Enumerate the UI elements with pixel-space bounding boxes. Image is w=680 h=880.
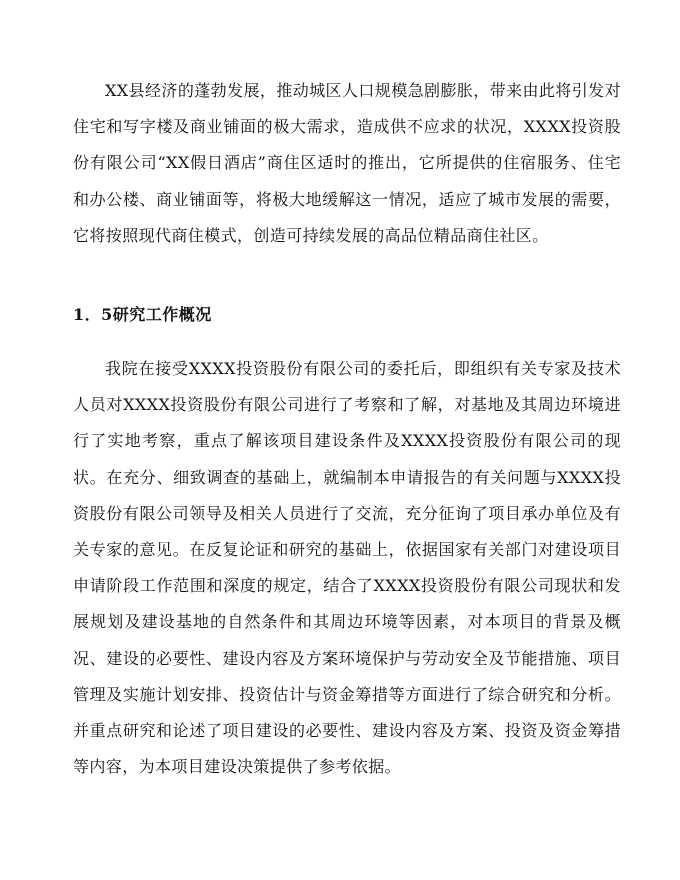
research-overview-paragraph: 我院在接受XXXX投资股份有限公司的委托后，即组织有关专家及技术人员对XXXX投资股份有限公司进行了考察和了解，对基地及其周边环境进行了实地考察，重点了解该项目建设条件及XXXX投资股份有限公司的现状。在充分、细致调查的基础上，就编制本申请报告的有关问题与XXXX投资股份有限公司领导及相关人员进行了交流，充分征询了项目承办单位及有关专家的意见。在反复论证和研究的基础上，依据国家有关部门对建设项目申请阶段工作范围和深度的规定，结合了XXXX投资股份有限公司现状和发展规划及建设基地的自然条件和其周边环境等因素，对本项目的背景及概况、建设的必要性、建设内容及方案环境保护与劳动安全及节能措施、项目管理及实施计划安排、投资估计与资金筹措等方面进行了综合研究和分析。并重点研究和论述了项目建设的必要性、建设内容及方案、投资及资金筹措等内容，为本项目建设决策提供了参考依据。 [73,359,621,777]
section-heading: 1．5研究工作概况 [73,305,212,324]
intro-paragraph: XX县经济的蓬勃发展，推动城区人口规模急剧膨胀，带来由此将引发对住宅和写字楼及商业铺面的极大需求，造成供不应求的状况，XXXX投资股份有限公司“XX假日酒店”商住区适时的推出，它所提供的住宿服务、住宅和办公楼、商业铺面等，将极大地缓解这一情况，适应了城市发展的需要，它将按照现代商住模式，创造可持续发展的高品位精品商住社区。 [73,81,621,245]
